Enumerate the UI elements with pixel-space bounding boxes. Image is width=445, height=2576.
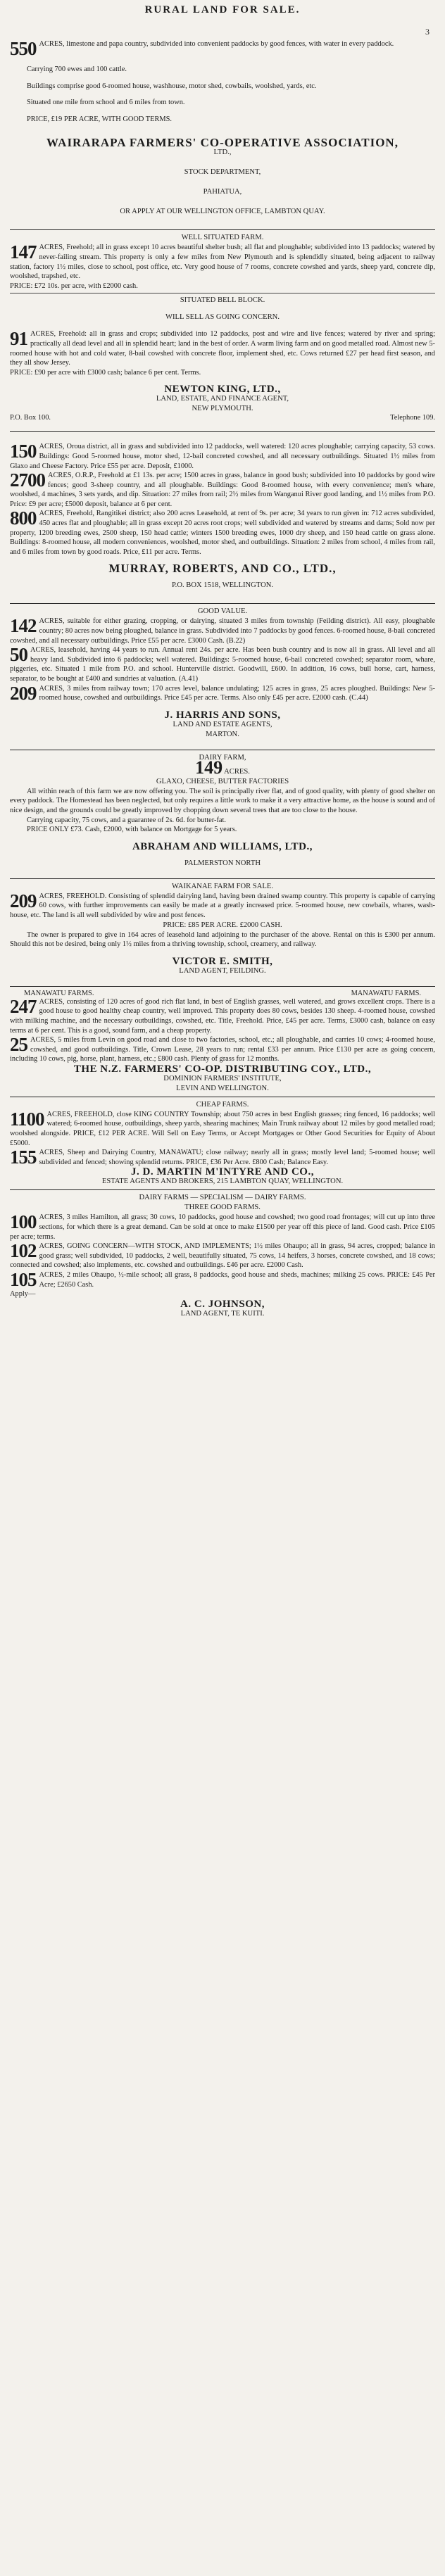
divider: [10, 603, 435, 604]
acreage-number: 1100: [10, 1108, 44, 1130]
acreage-number: 147: [10, 241, 37, 263]
section-heading: MANAWATU FARMS.: [351, 989, 421, 997]
ad-155-acres: [10, 1148, 435, 1167]
ad-price: PRICE: £72 10s. per acre, with £2000 cash.: [10, 282, 138, 290]
acreage-number: 142: [10, 615, 37, 637]
agency-city: LEVIN AND WELLINGTON.: [176, 1084, 269, 1092]
ad-description: ACRES, 3 miles Hamilton, all grass; 30 cows, 10 paddocks, good house and cowshed; two good road frontages; will cut up into three sections, for which there is a great demand. Can be sold at once to make £1500 per year off this piece of land. Good cash. Price £105 per acre; terms.: [10, 1213, 435, 1241]
ad-carrying: Carrying capacity, 75 cows, and a guarantee of 2s. 6d. for butter-fat.: [27, 816, 227, 824]
ad-description: ACRES, Sheep and Dairying Country, MANAWATU; close railway; nearly all in grass; mostly level land; 5-roomed house; well subdivided and fenced; showing splendid returns. PRICE, £36 Per Acre. £800 Cash; Balance Easy.: [39, 1149, 435, 1166]
ad-situated: Situated one mile from school and 6 miles from town.: [27, 99, 185, 107]
agency-name: WAIRARAPA FARMERS' CO-OPERATIVE ASSOCIATION,: [46, 136, 399, 150]
ad-91-acres: [10, 329, 435, 367]
ad-ref: (A.41): [178, 675, 199, 683]
ad-description: ACRES, limestone and papa country, subdivided into convenient paddocks by good fences, with water in every paddock.: [39, 40, 394, 48]
agency-name: THE N.Z. FARMERS' CO-OP. DISTRIBUTING COY., LTD.,: [73, 1063, 372, 1075]
ad-description: ACRES, 2 miles Ohaupo, ½-mile school; all grass, 8 paddocks, good house and sheds, machines; milking 25 cows. PRICE: £45 Per Acre; £2650 Cash.: [39, 1271, 435, 1289]
agency-city: NEW PLYMOUTH.: [192, 405, 253, 413]
ad-carrying: Carrying 700 ewes and 100 cattle.: [27, 65, 127, 73]
acreage-number: 102: [10, 1240, 37, 1262]
agency-sub: LAND, ESTATE, AND FINANCE AGENT,: [156, 395, 289, 403]
section-heading-row: [10, 990, 435, 997]
section-heading: WELL SITUATED FARM.: [181, 234, 264, 242]
agency-sub: DOMINION FARMERS' INSTITUTE,: [163, 1074, 282, 1082]
acreage-number: 50: [10, 644, 27, 666]
ad-102-acres: [10, 1242, 435, 1270]
agency-name: J. D. MARTIN M'INTYRE AND CO.,: [131, 1166, 314, 1178]
ad-150-acres: [10, 442, 435, 471]
agency-name: ABRAHAM AND WILLIAMS, LTD.,: [132, 840, 313, 852]
divider: [10, 431, 435, 432]
acreage-number: 155: [10, 1147, 37, 1168]
ad-description: [10, 645, 435, 683]
ad-2700-acres: [10, 471, 435, 509]
ad-price: PRICE: £85 PER ACRE. £2000 CASH.: [163, 921, 282, 929]
agency-name: A. C. JOHNSON,: [180, 1298, 265, 1310]
acreage-number: 150: [10, 441, 37, 462]
agency-name: J. HARRIS AND SONS,: [164, 709, 281, 721]
agency-name: NEWTON KING, LTD.,: [164, 384, 281, 396]
ad-100-acres: [10, 1213, 435, 1242]
agency-sub: ESTATE AGENTS AND BROKERS, 215 LAMBTON QUAY, WELLINGTON.: [101, 1177, 344, 1186]
section-heading: GOOD VALUE.: [197, 607, 248, 616]
agency-sub: LAND AGENT, TE KUITI.: [180, 1309, 265, 1318]
ad-description: ACRES, FREEHOLD, close KING COUNTRY Township; about 750 acres in best English grasses; ring fenced, 16 paddocks; well watered; 6-roomed house, outbuildings, sheep yards, shearing machines; Main Trunk railway about 12 miles by good metalled road; woolshed alongside. PRICE, £12 PER ACRE. Will Sell on Easy Terms, or Accept Mortgages or Other Good Securities for Equity of About £5000.: [10, 1110, 435, 1147]
agency-name: MURRAY, ROBERTS, AND CO., LTD.,: [108, 562, 337, 576]
acreage-number: 149: [195, 757, 223, 778]
section-subheading: THREE GOOD FARMS.: [184, 1204, 261, 1212]
section-heading: DAIRY FARMS — SPECIALISM — DAIRY FARMS.: [139, 1194, 306, 1202]
agency-city: MARTON.: [206, 730, 239, 738]
acreage-number: 100: [10, 1211, 37, 1233]
ad-buildings: Buildings comprise good 6-roomed house, washhouse, motor shed, cowbails, woolshed, yards, etc.: [27, 82, 317, 90]
ad-209-acres: [10, 684, 435, 703]
ad-text: ACRES, leasehold, having 44 years to run. Annual rent 24s. per acre. Has been bush country and is now all in grass. All level and all heavy land. Subdivided into 6 paddocks; well watered. Buildings: 5-roomed house, 6-bail concreted cowshed; separator room, whare, piggeries, etc. Situated 1 mile from P.O. and school. Hunterville district. Goodwill, £600. In addition, 16 cows, bull horse, cart, harness, separator, to be bought at £400 and sundries at valuation.: [10, 646, 435, 683]
ad-147-acres: [10, 243, 435, 281]
apply-line: Apply—: [10, 1290, 36, 1299]
agency-city: PALMERSTON NORTH: [184, 859, 261, 867]
agency-sub: LAND AGENT, FEILDING.: [179, 966, 266, 975]
acreage-number: 25: [10, 1034, 27, 1056]
section-heading: MANAWATU FARMS.: [24, 989, 94, 997]
section-heading: CHEAP FARMS.: [196, 1100, 249, 1109]
acreage-number: 209: [10, 682, 37, 704]
ad-price: PRICE: £90 per acre with £3000 cash; balance 6 per cent. Terms.: [10, 368, 201, 377]
acreage-number: 91: [10, 328, 27, 350]
ad-description: All within reach of this farm we are now offering you. The soil is principally river flat, and of good quality, with plenty of good shelter on every paddock. The Homestead has been neglected, but only requires a little work to make it a very attractive home, as the house is sound and of nice design, and the grounds could be greatly improved by chopping down several trees that are too close to the house.: [10, 787, 435, 814]
agency-box: P.O. BOX 1518, WELLINGTON.: [171, 581, 274, 590]
ad-description: The owner is prepared to give in 164 acres of leasehold land adjoining to the purchaser of the above. Rental on this is £300 per annum. Should this not be desired, being only 1½ miles from a thriving township, school, creamery, and railway.: [10, 930, 435, 949]
ad-description: ACRES, GOING CONCERN—WITH STOCK, AND IMPLEMENTS; 1½ miles Ohaupo; all in grass, 94 acres, cropped; balance in good grass; well subdivided, 10 paddocks, 2 well, beautifully situated, 75 cows, 14 heifers, 3 horses, concrete cowshed, and 18 cows; connected and cowshed; also implements, etc. cowshed and outbuildings. £46 per acre. £2000 Cash.: [10, 1242, 435, 1270]
ad-text: ACRES, 3 miles from railway town; 170 acres level, balance undulating; 125 acres in grass, 25 acres ploughed. Buildings: New 5-roomed house, cowshed and outbuildings. Price £45 per acre. Terms. Also only £45 per acre. £2000 cash.: [39, 684, 435, 702]
agency-department: STOCK DEPARTMENT,: [184, 168, 261, 177]
divider: [10, 1189, 435, 1190]
section-heading: DAIRY FARM,: [199, 753, 246, 762]
divider: [10, 986, 435, 987]
ad-247-acres: [10, 997, 435, 1035]
ad-ref: (B.22): [226, 636, 246, 645]
ad-description: ACRES, 5 miles from Levin on good road and close to two factories, school, etc.; all ploughable, and carries 10 cows; 4-roomed house, cowshed, and good outbuildings. Title, Crown Lease, 28 years to run; rental £33 per annum. Price £130 per acre as going concern, including 10 cows, pig, horse, plant, harness, etc.; £800 cash. Plenty of grass for 12 months.: [10, 1036, 435, 1063]
ad-ref: (C.44): [349, 694, 368, 702]
ad-price: PRICE, £19 PER ACRE, WITH GOOD TERMS.: [27, 115, 173, 123]
page-header: RURAL LAND FOR SALE.: [144, 4, 301, 15]
ad-description: ACRES, Freehold: all in grass and crops; subdivided into 12 paddocks, post and wire and live fences; watered by river and spring; practically all dead level and all in splendid heart; land in the best of order. A warm living farm and on good metalled road. Almost new 5-roomed house with hot and cold water, 8-bail cowshed with concrete floor, implement shed, etc. Cows returned £27 per head first season, and they all show Jersey.: [10, 330, 435, 367]
page-number: 3: [425, 27, 430, 37]
section-subheading: WILL SELL AS GOING CONCERN.: [165, 313, 280, 322]
po-box: P.O. Box 100.: [10, 414, 51, 422]
acreage-number: 2700: [10, 469, 45, 491]
ad-description: [10, 617, 435, 645]
ad-105-acres: [10, 1270, 435, 1289]
acreage-number: 105: [10, 1269, 37, 1290]
acreage-number: 209: [10, 890, 37, 911]
ad-description: [10, 684, 435, 703]
agency-place: PAHIATUA,: [203, 188, 242, 196]
ad-description: ACRES, Freehold, Rangitikei district; also 200 acres Leasehold, at rent of 9s. per acre; 34 years to run given in: 712 acres subdivided, 450 acres flat and ploughable; all in grass except 20 acres root crops; well subdivided and watered by streams and dams; Sold now per property, 1200 breeding ewes, 2500 sheep, 150 head cattle; winters 1500 breeding ewes, 1000 dry sheep, and 150 head cattle on grass alone. Buildings: 8-roomed house, all modern conveniences, woolshed, motor shed, and outbuildings. Situation: 2 miles from school, 4 miles from rail, and 6 miles from town by good roads. Price, £11 per acre. Terms.: [10, 510, 435, 556]
contact-row: [10, 414, 435, 422]
acreage-number: 550: [10, 38, 37, 59]
section-subheading: GLAXO, CHEESE, BUTTER FACTORIES: [156, 777, 289, 785]
ad-142-acres: [10, 617, 435, 645]
divider: [10, 878, 435, 879]
section-heading: SITUATED BELL BLOCK.: [180, 296, 265, 305]
telephone: Telephone 109.: [390, 414, 435, 422]
ad-1100-acres: [10, 1110, 435, 1148]
ad-25-acres: [10, 1035, 435, 1064]
ad-description: ACRES, Freehold; all in grass except 10 acres beautiful shelter bush; all flat and ploughable; subdivided into 13 paddocks; watered by never-failing stream. This property is only a few miles from New Plymouth and is splendidly situated, being adjacent to railway station, factory 1½ miles, close to school, post office, etc. Very good house of 7 rooms, concrete cowshed and yards, sheep yard, concrete dip, woolshed, trapshed, etc.: [10, 244, 435, 281]
agency-ltd: LTD.,: [213, 149, 232, 157]
ad-description: ACRES, FREEHOLD. Consisting of splendid dairying land, having been drained swamp country. This property is capable of carrying 60 cows, with further improvements can easily be made at a greatly increased price. 5-roomed house, new cowbails, whares, wash-house, etc. The land is all well subdivided by wire and post fences.: [10, 892, 435, 919]
agency-name: VICTOR E. SMITH,: [172, 955, 273, 967]
ad-50-acres: [10, 645, 435, 683]
acreage-number: 800: [10, 507, 37, 529]
ad-description: ACRES, consisting of 120 acres of good rich flat land, in best of English grasses, well watered, and grows excellent crops. There is a good house to good healthy cheap country, well improved. This property does 80 cows, besides 130 sheep. 4-roomed house, cowshed with milking machine, and the necessary outbuildings, cowshed, etc. Title, Freehold. Price, £45 per acre. Terms, £3000 cash, balance on easy terms at 6 per cent. This is a good, sound farm, and a cheap property.: [10, 997, 435, 1035]
section-heading: WAIKANAE FARM FOR SALE.: [171, 882, 273, 890]
ad-550-acres: [10, 39, 435, 58]
ad-description: ACRES, Oroua district, all in grass and subdivided into 12 paddocks, well watered: 120 acres ploughable; carrying capacity, 53 cows. Buildings: Good 5-roomed house, motor shed, 12-bail concreted cowshed, and all necessary outbuildings. Situated 1½ miles from Glaxo and Cheese Factory. Price £55 per acre. Deposit, £1000.: [10, 443, 435, 470]
ad-800-acres: [10, 509, 435, 557]
divider: [10, 229, 435, 230]
acreage-number: 247: [10, 995, 37, 1017]
ad-209-acres-waikanae: [10, 892, 435, 921]
acres-word: ACRES.: [224, 767, 250, 776]
agency-apply: OR APPLY AT OUR WELLINGTON OFFICE, LAMBTON QUAY.: [120, 208, 325, 216]
ad-price: PRICE ONLY £73. Cash, £2000, with balance on Mortgage for 5 years.: [27, 826, 237, 834]
ad-text: ACRES, suitable for either grazing, cropping, or dairying, situated 3 miles from township (Feilding district). All easy, ploughable country; 80 acres now being ploughed, balance in grass. Subdivided into 7 paddocks by good fences. 6-roomed house, 8-bail concreted cowshed, and all necessary outbuildings. Price £55 per acre. £3000 Cash.: [10, 617, 435, 645]
agency-sub: LAND AND ESTATE AGENTS,: [173, 720, 272, 728]
ad-description: ACRES, O.R.P., Freehold at £1 13s. per acre; 1500 acres in grass, balance in good bush; subdivided into 10 paddocks by good wire fences; good 3-sheep country, and all ploughable. Buildings: Good 8-roomed house, with every convenience; men's whare, woolshed, 4 machines, 3 sets yards, and dip. Situation: 27 miles from rail; 2½ miles from Wanganui River good landing, and 1½ miles from P.O. Price: £9 per acre; £5000 deposit, balance at 6 per cent.: [10, 472, 435, 508]
